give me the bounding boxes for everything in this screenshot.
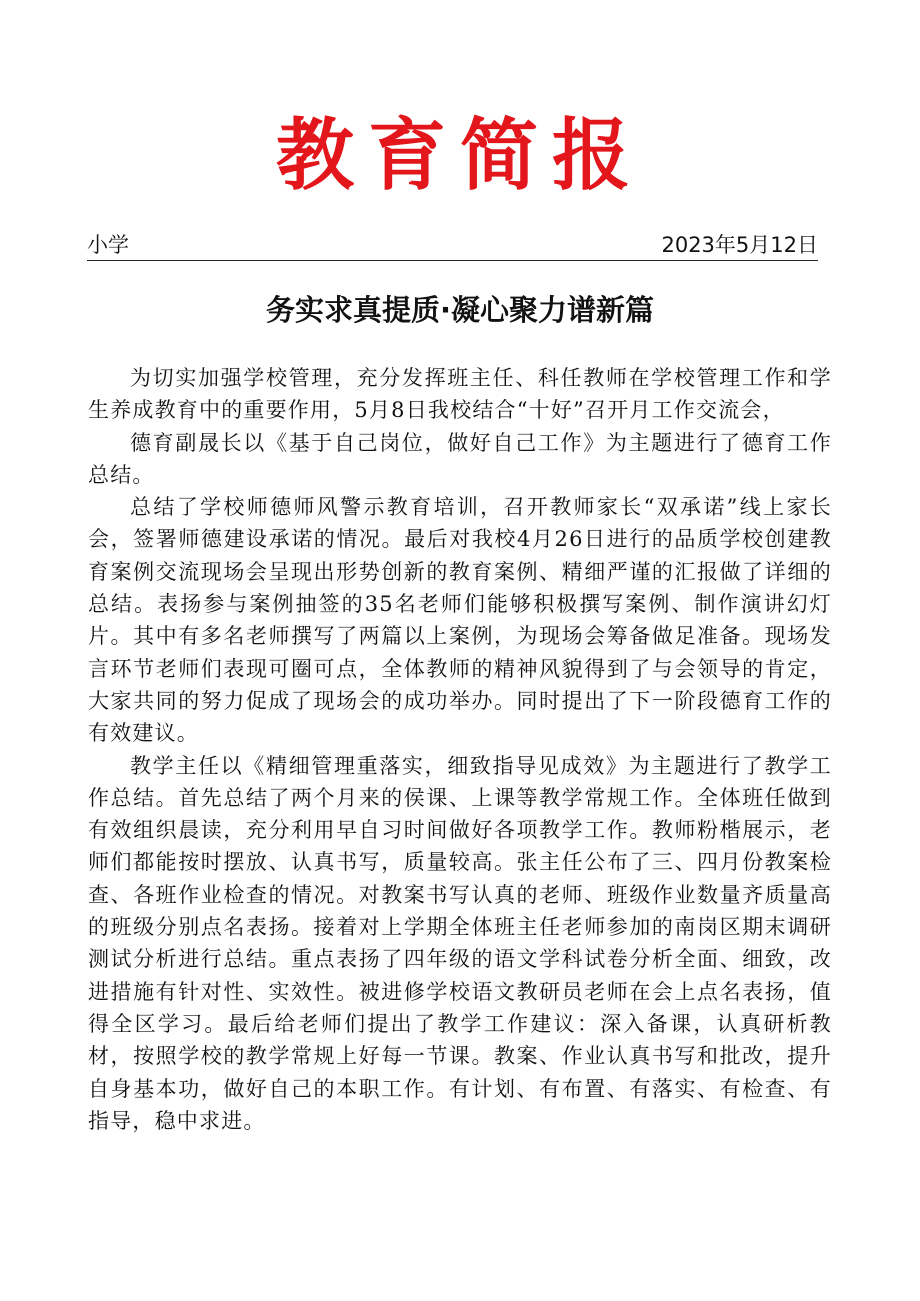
article-paragraph: 德育副晟长以《基于自己岗位，做好自己工作》为主题进行了德育工作总结。 bbox=[88, 430, 832, 487]
article-paragraph: 为切实加强学校管理，充分发挥班主任、科任教师在学校管理工作和学生养成教育中的重要作用，5月8日我校结合“十好”召开月工作交流会， bbox=[88, 366, 832, 423]
article-paragraph: 教学主任以《精细管理重落实，细致指导见成效》为主题进行了教学工作总结。首先总结了两个月来的侯课、上课等教学常规工作。全体班任做到有效组织晨读，充分利用早自习时间做好各项教学工作。教师粉楷展示，老师们都能按时摆放、认真书写，质量较高。张主任公布了三、四月份教案检查、各班作业检查的情况。对教案书写认真的老师、班级作业数量齐质量高的班级分别点名表扬。接着对上学期全体班主任老师参加的南岗区期末调研测试分析进行总结。重点表扬了四年级的语文学科试卷分析全面、细致，改进措施有针对性、实效性。被进修学校语文教研员老师在会上点名表扬，值得全区学习。最后给老师们提出了教学工作建议：深入备课，认真研析教材，按照学校的教学常规上好每一节课。教案、作业认真书写和批改，提升自身基本功，做好自己的本职工作。有计划、有布置、有落实、有检查、有指导，稳中求进。 bbox=[88, 753, 832, 1133]
article-headline: 务实求真提质·凝心聚力谱新篇 bbox=[265, 293, 655, 327]
issue-line bbox=[87, 230, 818, 261]
article-body bbox=[88, 362, 832, 1137]
issue-date: 2023年5月12日 bbox=[661, 233, 818, 257]
issue-organization: 小学 bbox=[87, 233, 129, 257]
article-paragraph: 总结了学校师德师风警示教育培训，召开教师家长“双承诺”线上家长会，签署师德建设承诺的情况。最后对我校4月26日进行的品质学校创建教育案例交流现场会呈现出形势创新的教育案例、精细严谨的汇报做了详细的总结。表扬参与案例抽签的35名老师们能够积极撰写案例、制作演讲幻灯片。其中有多名老师撰写了两篇以上案例，为现场会筹备做足准备。现场发言环节老师们表现可圈可点，全体教师的精神风貌得到了与会领导的肯定，大家共同的努力促成了现场会的成功举办。同时提出了下一阶段德育工作的有效建议。 bbox=[88, 495, 832, 746]
masthead-title: 教育简报 bbox=[275, 110, 644, 201]
